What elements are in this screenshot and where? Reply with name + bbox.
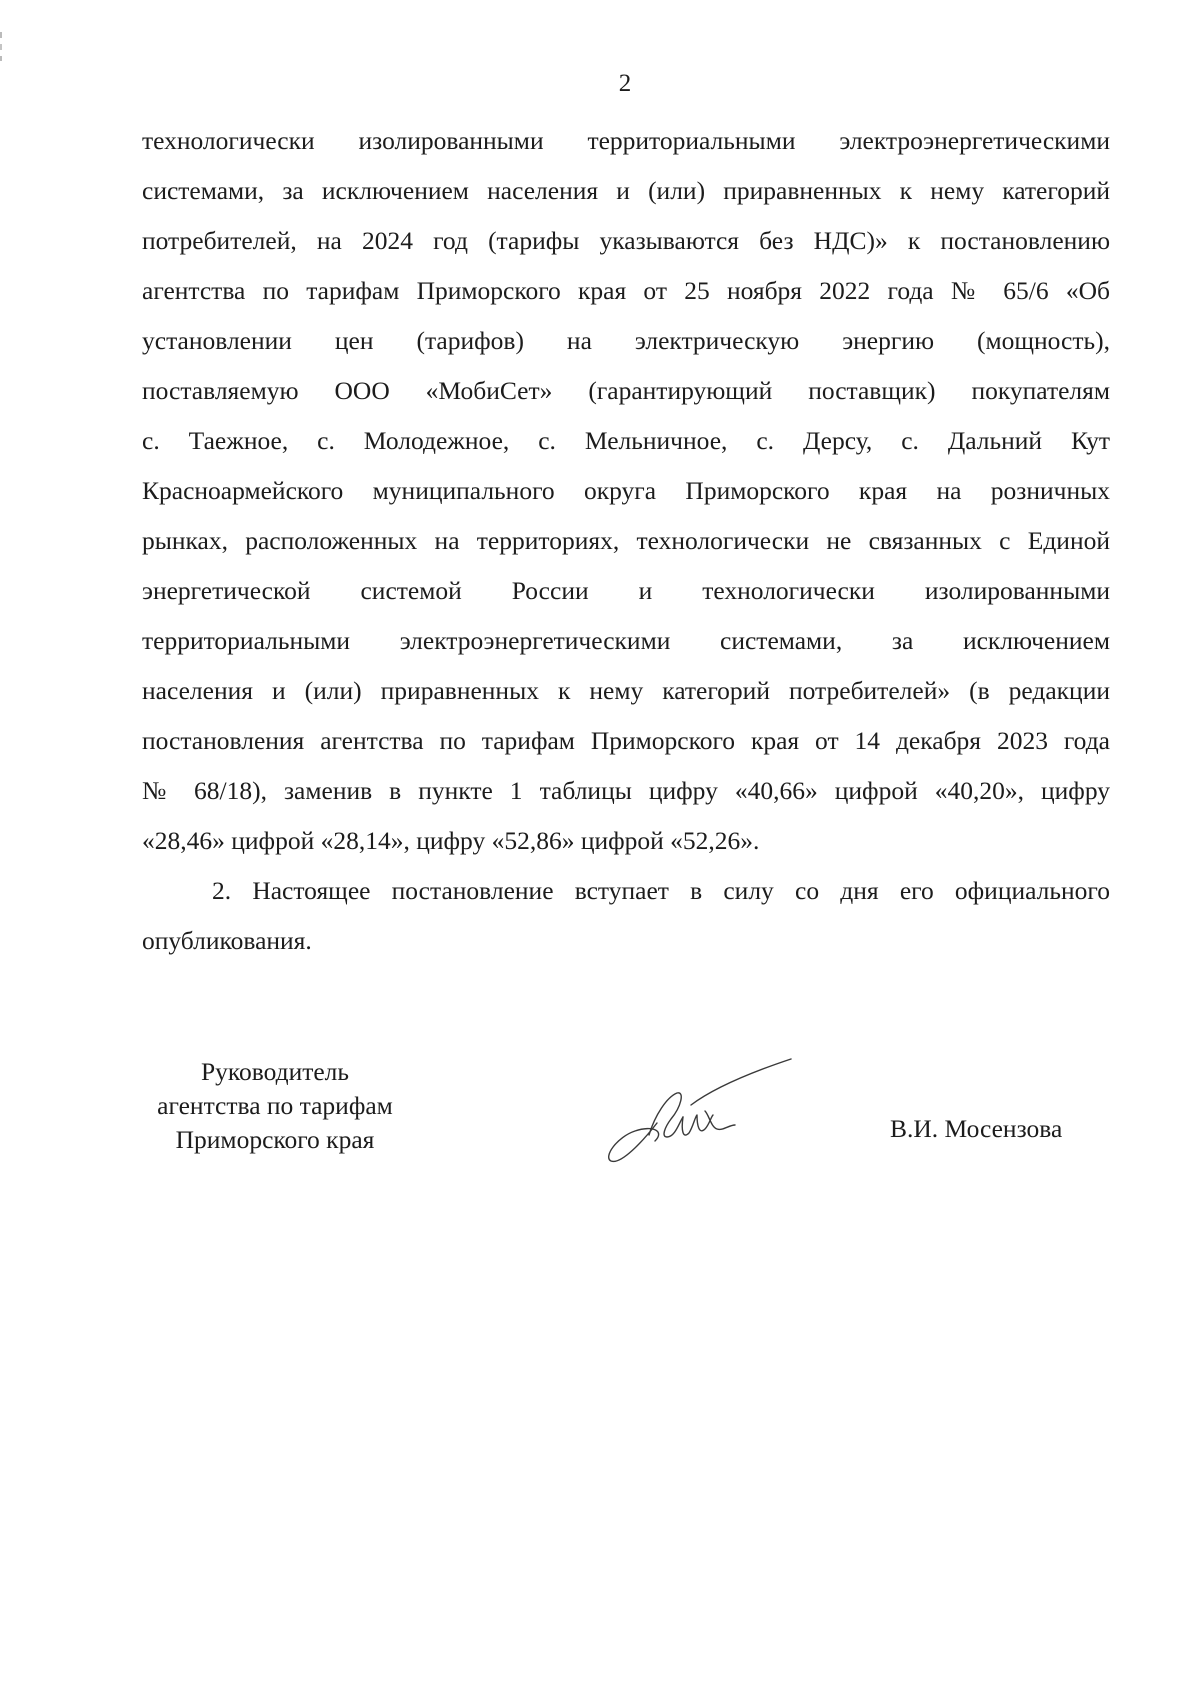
handwritten-signature — [595, 1045, 795, 1175]
page-number: 2 — [618, 70, 632, 97]
paragraph-1 — [142, 116, 1110, 866]
signatory-title-line: агентства по тарифам — [157, 1091, 393, 1120]
text-line: энергетической системой России и технологически изолированными — [142, 576, 1110, 605]
signatory-title — [130, 1055, 420, 1157]
text-line: населения и (или) приравненных к нему категорий потребителей» (в редакции — [142, 676, 1110, 705]
text-line: опубликования. — [142, 926, 312, 955]
signatory-title-line: Руководитель — [200, 1057, 350, 1086]
text-line: Красноармейского муниципального округа Приморского края на розничных — [142, 476, 1110, 505]
text-line: установлении цен (тарифов) на электрическую энергию (мощность), — [142, 326, 1110, 355]
paragraph-2 — [142, 866, 1110, 966]
signatory-name: В.И. Мосензова — [890, 1114, 1063, 1143]
text-line: 2. Настоящее постановление вступает в силу со дня его официального — [212, 876, 1110, 905]
text-line: потребителей, на 2024 год (тарифы указываются без НДС)» к постановлению — [142, 226, 1110, 255]
text-line: постановления агентства по тарифам Приморского края от 14 декабря 2023 года — [142, 726, 1110, 755]
scan-edge-marks — [0, 30, 4, 70]
signatory-title-line: Приморского края — [175, 1125, 375, 1154]
text-line: поставляемую ООО «МобиСет» (гарантирующий поставщик) покупателям — [142, 376, 1110, 405]
text-line: системами, за исключением населения и (или) приравненных к нему категорий — [142, 176, 1110, 205]
text-line: «28,46» цифрой «28,14», цифру «52,86» цифрой «52,26». — [142, 826, 760, 855]
text-line: № 68/18), заменив в пункте 1 таблицы цифру «40,66» цифрой «40,20», цифру — [142, 776, 1110, 805]
text-line: агентства по тарифам Приморского края от 25 ноября 2022 года № 65/6 «Об — [142, 276, 1110, 305]
text-line: технологически изолированными территориальными электроэнергетическими — [142, 126, 1110, 155]
text-line: с. Таежное, с. Молодежное, с. Мельничное, с. Дерсу, с. Дальний Кут — [142, 426, 1110, 455]
text-line: рынках, расположенных на территориях, технологически не связанных с Единой — [142, 526, 1110, 555]
text-line: территориальными электроэнергетическими системами, за исключением — [142, 626, 1110, 655]
document-body — [142, 116, 1110, 966]
